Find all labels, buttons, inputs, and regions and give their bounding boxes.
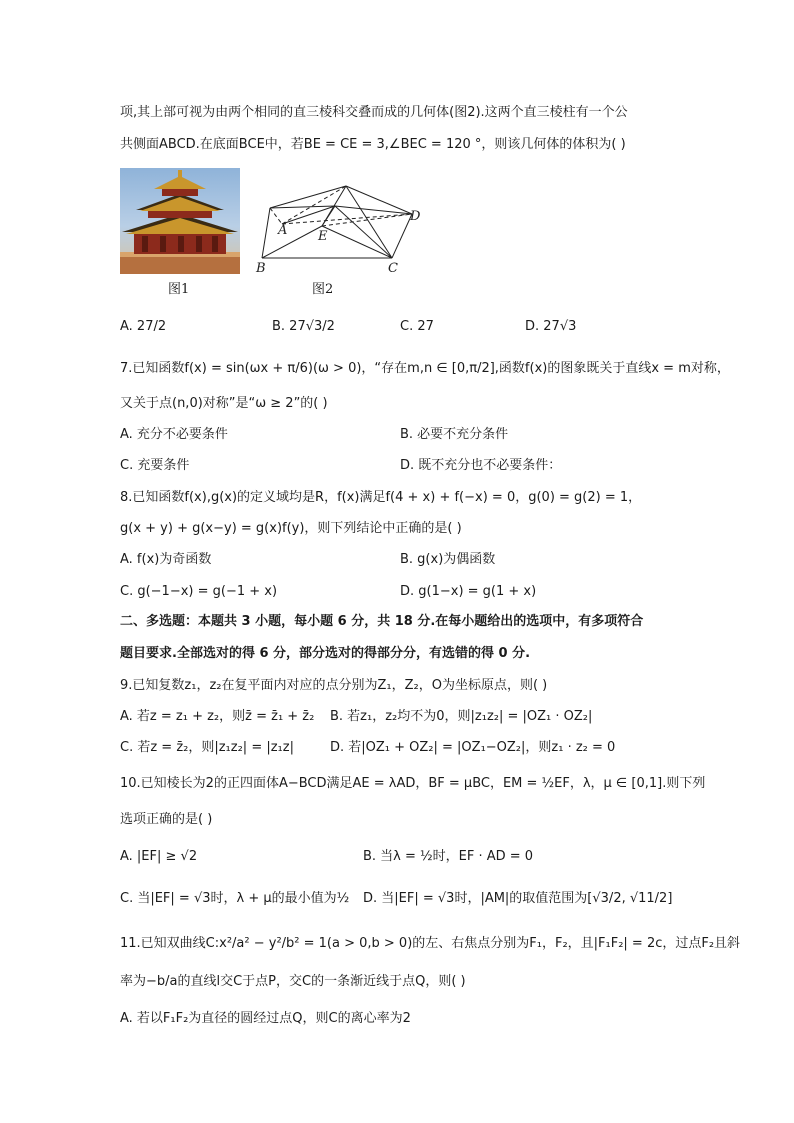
label-E: E [318,229,328,244]
q7-stem-line1: 7.已知函数f(x) = sin(ωx + π/6)(ω > 0)，“存在m,n ∈ [0,π/2],函数f(x)的图象既关于直线x = m对称， [120,361,730,376]
figure2-caption: 图2 [312,282,334,297]
q10-option-b: B. 当λ = ½时，EF · AD = 0 [363,849,534,864]
q10-option-d: D. 当|EF| = √3时，|AM|的取值范围为[√3/2, √11/2] [363,891,673,906]
q7-option-c: C. 充要条件 [120,458,190,473]
figure1-caption: 图1 [168,282,190,297]
q10-option-c: C. 当|EF| = √3时，λ + μ的最小值为½ [120,891,350,906]
q7-option-d: D. 既不充分也不必要条件： [400,458,562,473]
q6-option-d: D. 27√3 [525,319,577,334]
q6-option-a: A. 27/2 [120,319,167,334]
q9-stem: 9.已知复数z₁，z₂在复平面内对应的点分别为Z₁，Z₂，O为坐标原点，则( ) [120,678,548,693]
q8-option-c: C. g(−1−x) = g(−1 + x) [120,584,278,599]
q9-option-a: A. 若z = z₁ + z₂，则z̄ = z̄₁ + z̄₂ [120,709,315,724]
q8-option-a: A. f(x)为奇函数 [120,552,212,567]
section2-header-line1: 二、多选题：本题共 3 小题，每小题 6 分，共 18 分.在每小题给出的选项中，有多项符合 [120,614,644,629]
q8-stem-line1: 8.已知函数f(x),g(x)的定义域均是R，f(x)满足f(4 + x) + f(−x) = 0，g(0) = g(2) = 1， [120,490,642,505]
q7-stem-line2: 又关于点(n,0)对称”是“ω ≥ 2”的( ) [120,396,328,411]
q10-stem-line1: 10.已知棱长为2的正四面体A−BCD满足AE = λAD，BF = μBC，EM = ½EF，λ，μ ∈ [0,1].则下列 [120,776,706,791]
section2-header-line2: 题目要求.全部选对的得 6 分，部分选对的得部分分，有选错的得 0 分. [120,646,531,661]
q9-option-b: B. 若z₁，z₂均不为0，则|z₁z₂| = |OZ₁ · OZ₂| [330,709,593,724]
q8-option-d: D. g(1−x) = g(1 + x) [400,584,537,599]
q6-stem-line2: 共侧面ABCD.在底面BCE中，若BE = CE = 3,∠BEC = 120 °，则该几何体的体积为( ) [120,137,626,152]
q8-stem-line2: g(x + y) + g(x−y) = g(x)f(y)，则下列结论中正确的是( ) [120,521,462,536]
label-A: A [278,223,288,238]
label-D: D [410,209,421,224]
q10-option-a: A. |EF| ≥ √2 [120,849,198,864]
q6-option-b: B. 27√3/2 [272,319,335,334]
q9-option-c: C. 若z = z̄₂，则|z₁z₂| = |z₁z| [120,740,294,755]
q11-stem-line1: 11.已知双曲线C:x²/a² − y²/b² = 1(a > 0,b > 0)的左、右焦点分别为F₁，F₂，且|F₁F₂| = 2c，过点F₂且斜 [120,936,741,951]
q7-option-b: B. 必要不充分条件 [400,427,509,442]
tower-photo [120,168,240,274]
q8-option-b: B. g(x)为偶函数 [400,552,496,567]
q10-stem-line2: 选项正确的是( ) [120,812,213,827]
q6-option-c: C. 27 [400,319,434,334]
label-B: B [256,261,266,276]
label-C: C [388,261,398,276]
q7-option-a: A. 充分不必要条件 [120,427,228,442]
q11-stem-line2: 率为−b/a的直线l交C于点P，交C的一条渐近线于点Q，则( ) [120,974,466,989]
q11-option-a: A. 若以F₁F₂为直径的圆经过点Q，则C的离心率为2 [120,1011,411,1026]
q9-option-d: D. 若|OZ₁ + OZ₂| = |OZ₁−OZ₂|，则z₁ · z₂ = 0 [330,740,616,755]
q6-stem-line1: 项,其上部可视为由两个相同的直三棱科交叠而成的几何体(图2).这两个直三棱柱有一个公 [120,105,628,120]
geometry-diagram [250,178,430,278]
